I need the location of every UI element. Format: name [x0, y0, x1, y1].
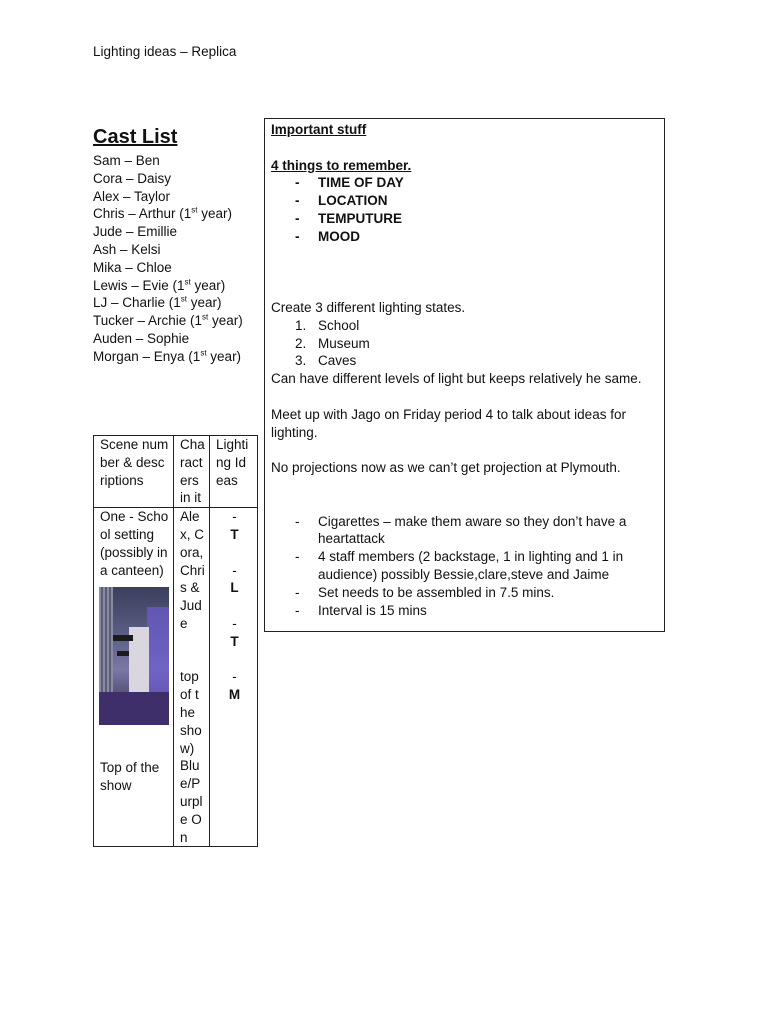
remember-item: - LOCATION [271, 192, 664, 210]
scene-table [93, 435, 258, 847]
lighting-mark: T [230, 526, 239, 542]
cast-list-heading: Cast List [93, 126, 178, 148]
lighting-mark: - [232, 562, 237, 578]
notes-list [271, 513, 664, 620]
characters-note: top of the show) Blue/Purple On [180, 669, 203, 845]
table-row [94, 508, 258, 847]
lighting-mark: L [230, 580, 239, 596]
cast-entry: Lewis – Evie (1st year) [93, 277, 226, 293]
meeting-note: Meet up with Jago on Friday period 4 to talk about ideas for lighting. [271, 406, 626, 440]
header-characters: Characters in it [174, 436, 210, 508]
cast-entry: Auden – Sophie [93, 330, 190, 346]
remember-heading: 4 things to remember. [271, 157, 412, 173]
remember-list [271, 174, 664, 245]
lighting-mark [216, 597, 253, 615]
header-scene: Scene number & descriptions [94, 436, 174, 508]
characters-list: Alex, Cora, Chris & Jude [180, 509, 205, 631]
projections-note: No projections now as we can’t get projection at Plymouth. [271, 460, 621, 476]
scene-footer: Top of the show [100, 760, 160, 794]
cast-entry: Alex – Taylor [93, 188, 171, 204]
lighting-mark: - [232, 615, 237, 631]
note-item: - Interval is 15 mins [271, 602, 664, 620]
lighting-mark: T [230, 633, 239, 649]
cast-entries [93, 152, 258, 366]
scene-description: One - School setting (possibly in a canteen) [100, 509, 169, 578]
cast-entry: Tucker – Archie (1st year) [93, 312, 243, 329]
cast-entry: Morgan – Enya (1st year) [93, 348, 242, 364]
characters-cell [174, 508, 210, 847]
stage-photo [99, 587, 169, 725]
cast-list [93, 124, 258, 366]
states-intro: Create 3 different lighting states. [271, 299, 466, 315]
cast-entry: Mika – Chloe [93, 259, 172, 275]
important-stuff-box [264, 118, 665, 632]
important-title: Important stuff [271, 122, 367, 137]
lighting-mark: - [232, 509, 237, 525]
states-note: Can have different levels of light but keeps relatively he same. [271, 371, 642, 387]
remember-item: - TIME OF DAY [271, 174, 664, 192]
cast-entry: Chris – Arthur (1st year) [93, 205, 233, 222]
note-item: - Cigarettes – make them aware so they don’t have a heartattack [271, 513, 664, 549]
note-item: - 4 staff members (2 backstage, 1 in lighting and 1 in audience) possibly Bessie,clare,steve and Jaime [271, 548, 664, 584]
lighting-mark: - [232, 669, 237, 685]
cast-entry: Ash – Kelsi [93, 241, 161, 257]
remember-item: - MOOD [271, 228, 664, 246]
lighting-ideas [216, 508, 253, 703]
lighting-mark: M [228, 687, 241, 703]
state-item: 3. Caves [295, 353, 357, 369]
header-lighting: Lighting Ideas [210, 436, 258, 508]
lighting-mark [216, 544, 253, 562]
table-header-row [94, 436, 258, 508]
states-list [271, 317, 664, 370]
cast-entry: Jude – Emillie [93, 224, 178, 240]
state-item: 2. Museum [295, 335, 370, 351]
cast-entry: Cora – Daisy [93, 170, 172, 186]
scene-cell [94, 508, 174, 847]
state-item: 1. School [295, 317, 360, 333]
cast-entry: Sam – Ben [93, 153, 160, 168]
page-header: Lighting ideas – Replica [93, 44, 237, 59]
lighting-cell [210, 508, 258, 847]
cast-entry: LJ – Charlie (1st year) [93, 294, 222, 311]
note-item: - Set needs to be assembled in 7.5 mins. [271, 584, 664, 602]
lighting-mark [216, 651, 253, 669]
remember-item: - TEMPUTURE [271, 210, 664, 228]
